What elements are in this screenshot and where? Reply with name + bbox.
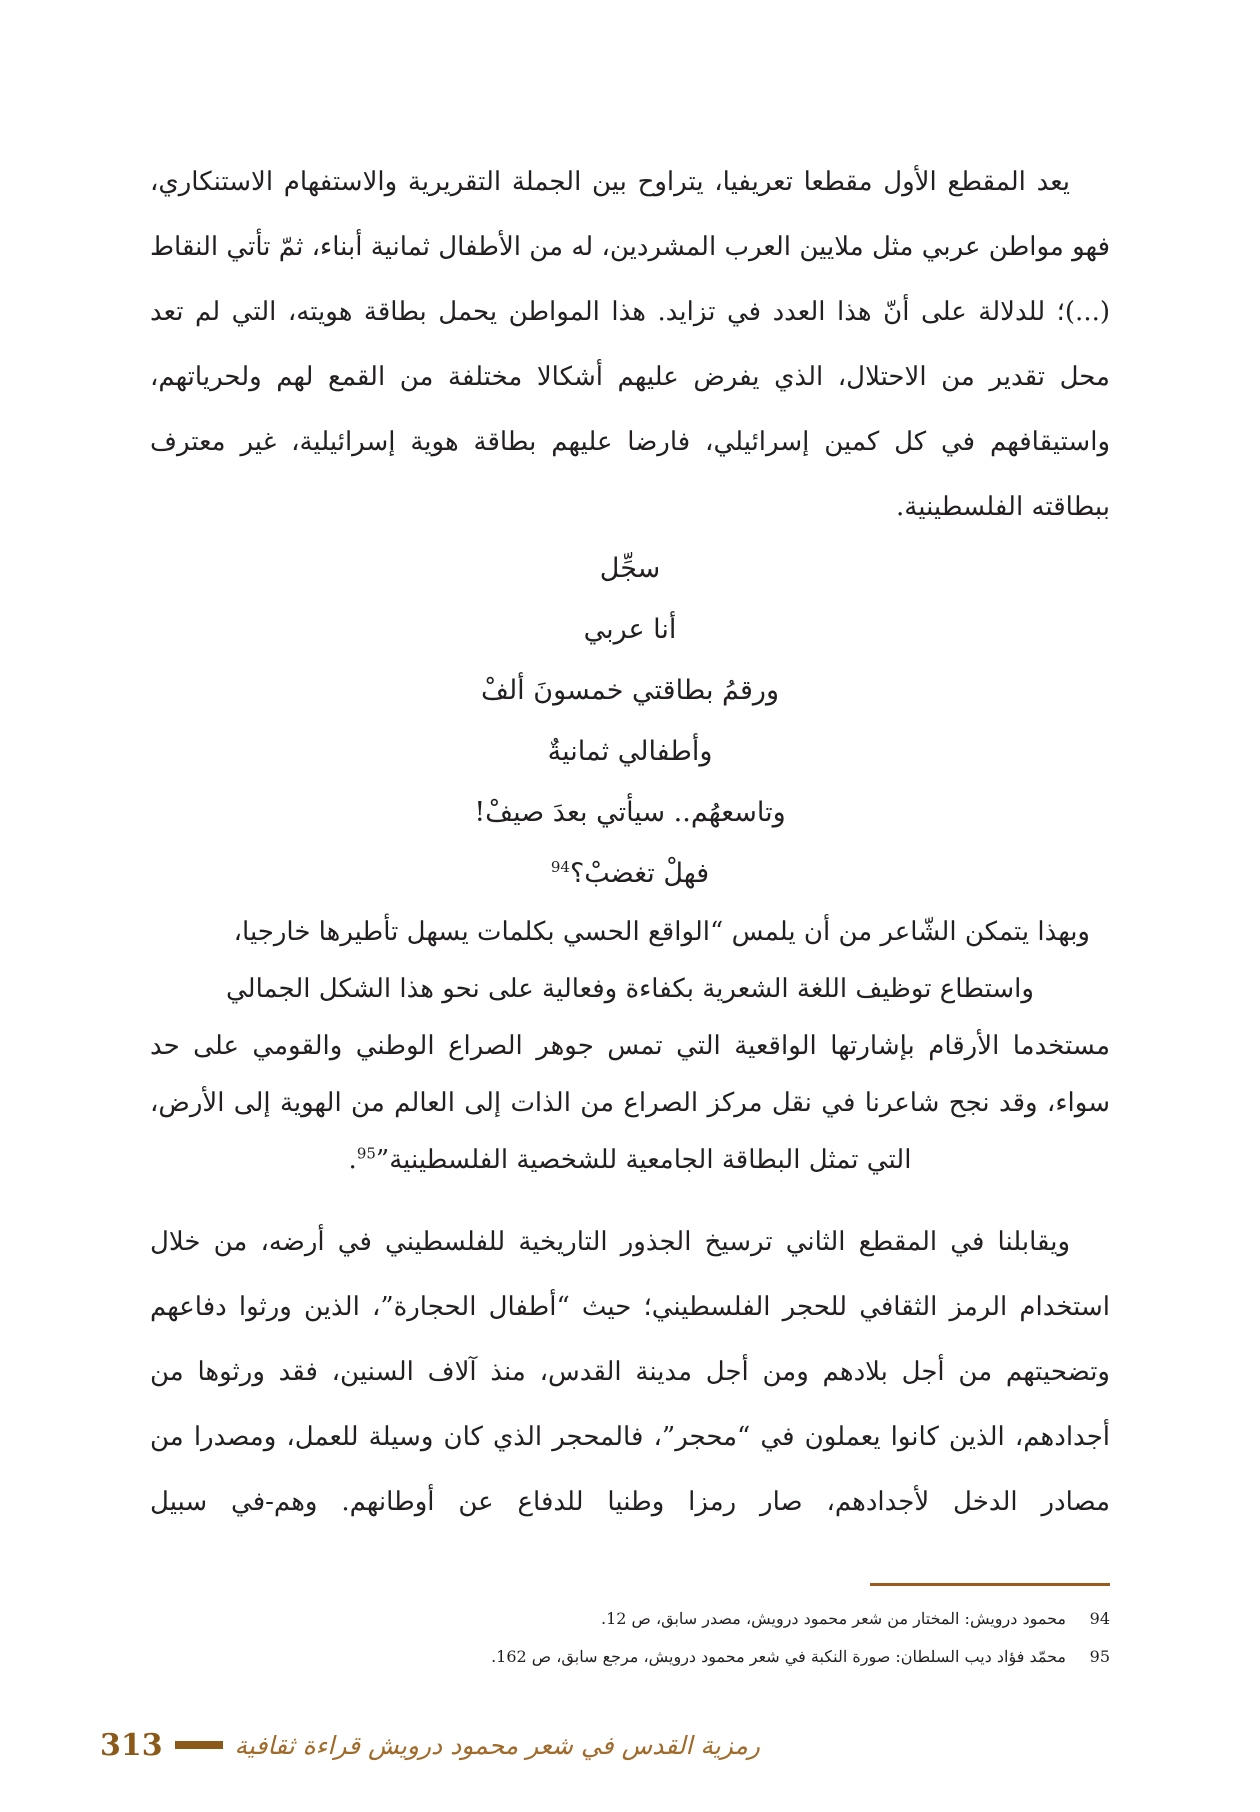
page-number: 313 <box>100 1727 163 1763</box>
footnote-number: 94 <box>1089 1609 1110 1628</box>
footnote-ref-94[interactable]: 94 <box>550 858 570 876</box>
poem-last-line <box>150 843 1110 904</box>
poem-line: وأطفالي ثمانيةٌ <box>547 736 713 767</box>
quote-end-mark: . <box>348 1145 357 1175</box>
footnote-95 <box>150 1638 1110 1676</box>
footnote-number: 95 <box>1089 1647 1110 1666</box>
footer-bar <box>175 1741 223 1749</box>
quote-line: وبهذا يتمكن الشّاعر من أن يلمس “الواقع الحسي بكلمات يسهل تأطيرها خارجيا، <box>233 917 1090 947</box>
footnote-text: محمود درويش: المختار من شعر محمود درويش، مصدر سابق، ص 12. <box>601 1609 1066 1628</box>
quote-line: واستطاع توظيف اللغة الشعرية بكفاءة وفعالية على نحو هذا الشكل الجمالي <box>226 974 1034 1004</box>
page-footer <box>100 1725 760 1765</box>
footnote-text: محمّد فؤاد ديب السلطان: صورة النكبة في شعر محمود درويش، مرجع سابق، ص 162. <box>491 1647 1066 1666</box>
body-paragraph-1 <box>150 150 1110 540</box>
paragraph-1-text: يعد المقطع الأول مقطعا تعريفيا، يتراوح بين الجملة التقريرية والاستفهام الاستنكاري، فهو مواطن عربي مثل ملايين العرب المشردين، له من الأطفال ثمانية أبناء، ثمّ تأتي النقاط (...)؛ للدلالة على أنّ هذا العدد في تزايد. هذا المواطن يحمل بطاقة هويته، التي لم تعد محل تقدير من الاحتلال، الذي يفرض عليهم أشكالا مختلفة من القمع لهم ولحرياتهم، واستيقافهم في كل كمين إسرائيلي، فارضا عليهم بطاقة هوية إسرائيلية، غير معترف ببطاقته الفلسطينية. <box>150 167 1110 522</box>
footnotes <box>150 1600 1110 1676</box>
footnote-ref-95[interactable]: 95 <box>356 1144 376 1163</box>
quote-line: مستخدما الأرقام بإشارتها الواقعية التي تمس جوهر الصراع الوطني والقومي على حد <box>150 1031 1110 1061</box>
poem-excerpt <box>150 538 1110 904</box>
poem-line: سجِّل <box>599 553 661 584</box>
quoted-passage <box>150 904 1110 1189</box>
poem-line: فهلْ تغضبْ؟ <box>569 858 710 889</box>
body-paragraph-2 <box>150 1210 1110 1535</box>
quote-line: التي تمثل البطاقة الجامعية للشخصية الفلسطينية” <box>375 1145 912 1175</box>
running-title: رمزية القدس في شعر محمود درويش قراءة ثقافية <box>234 1730 760 1760</box>
poem-line: أنا عربي <box>583 614 677 645</box>
poem-line: ورقمُ بطاقتي خمسونَ ألفْ <box>481 675 779 706</box>
quote-line: سواء، وقد نجح شاعرنا في نقل مركز الصراع من الذات إلى العالم من الهوية إلى الأرض، <box>150 1088 1110 1118</box>
quote-last-line <box>150 1132 1110 1189</box>
footnote-94 <box>150 1600 1110 1638</box>
footnote-separator <box>870 1583 1110 1586</box>
paragraph-2-text: ويقابلنا في المقطع الثاني ترسيخ الجذور التاريخية للفلسطيني في أرضه، من خلال استخدام الرمز الثقافي للحجر الفلسطيني؛ حيث “أطفال الحجارة”، الذين ورثوا دفاعهم وتضحيتهم من أجل بلادهم ومن أجل مدينة القدس، منذ آلاف السنين، فقد ورثوها من أجدادهم، الذين كانوا يعملون في “محجر”، فالمحجر الذي كان وسيلة للعمل، ومصدرا من مصادر الدخل لأجدادهم، صار رمزا وطنيا للدفاع عن أوطانهم. وهم-في سبيل <box>150 1227 1110 1517</box>
poem-line: وتاسعهُم.. سيأتي بعدَ صيفْ! <box>474 797 786 828</box>
